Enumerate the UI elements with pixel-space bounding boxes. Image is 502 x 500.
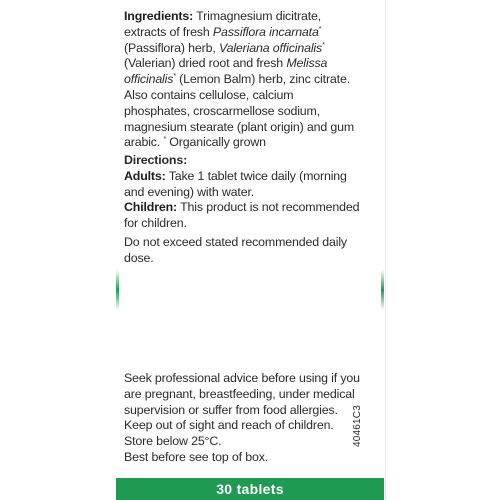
advice-section: [124, 371, 362, 466]
organic-star-3: *: [173, 73, 176, 81]
children-label: Children:: [124, 200, 178, 215]
adults-direction: [124, 169, 362, 201]
product-code: 40461C3: [352, 405, 363, 447]
ingredients-text-1: Trimagnesium dicitrate, extracts of fresh: [124, 9, 322, 39]
ingredients-paragraph: [124, 9, 362, 151]
organically-grown-note: Organically grown: [166, 135, 266, 150]
keep-out-of-reach: Keep out of sight and reach of children.: [124, 418, 334, 433]
directions-heading: Directions:: [124, 153, 188, 167]
left-green-stripe: [116, 0, 119, 500]
storage-instruction: Store below 25°C.: [124, 434, 222, 449]
adults-label: Adults:: [124, 168, 166, 183]
adults-text: Take 1 tablet twice daily (morning and evening) with water.: [124, 168, 347, 199]
melissa-latin-name: Melissa officinalis: [124, 56, 328, 87]
ingredients-text-3: (Valerian) dried root and fresh: [124, 56, 287, 71]
ingredients-text-2: (Passiflora) herb,: [124, 40, 219, 55]
professional-advice: Seek professional advice before using if you are pregnant, breastfeeding, under medical supervision or suffer from food allergies.: [124, 371, 360, 417]
dose-warning: Do not exceed stated recommended daily dose.: [124, 235, 347, 265]
ingredients-text-4: (Lemon Balm) herb, zinc citrate. Also contains cellulose, calcium phosphates, croscarmellose sodium, magnesium stearate (plant origin) and gum arabic.: [124, 72, 355, 150]
children-text: This product is not recommended for children.: [124, 200, 360, 231]
children-direction: [124, 200, 362, 232]
organic-star-4: *: [163, 136, 167, 144]
tablet-count: 30 tablets: [216, 481, 284, 497]
valeriana-latin-name: Valeriana officinalis: [218, 40, 323, 55]
organic-star-1: *: [318, 25, 322, 33]
organic-star-2: *: [322, 41, 325, 49]
best-before: Best before see top of box.: [124, 449, 269, 464]
ingredients-label: Ingredients:: [124, 9, 194, 23]
right-green-stripe: [381, 0, 384, 500]
footer-bar: [116, 478, 384, 500]
directions-section: [124, 153, 362, 232]
passiflora-latin-name: Passiflora incarnata: [212, 24, 319, 39]
